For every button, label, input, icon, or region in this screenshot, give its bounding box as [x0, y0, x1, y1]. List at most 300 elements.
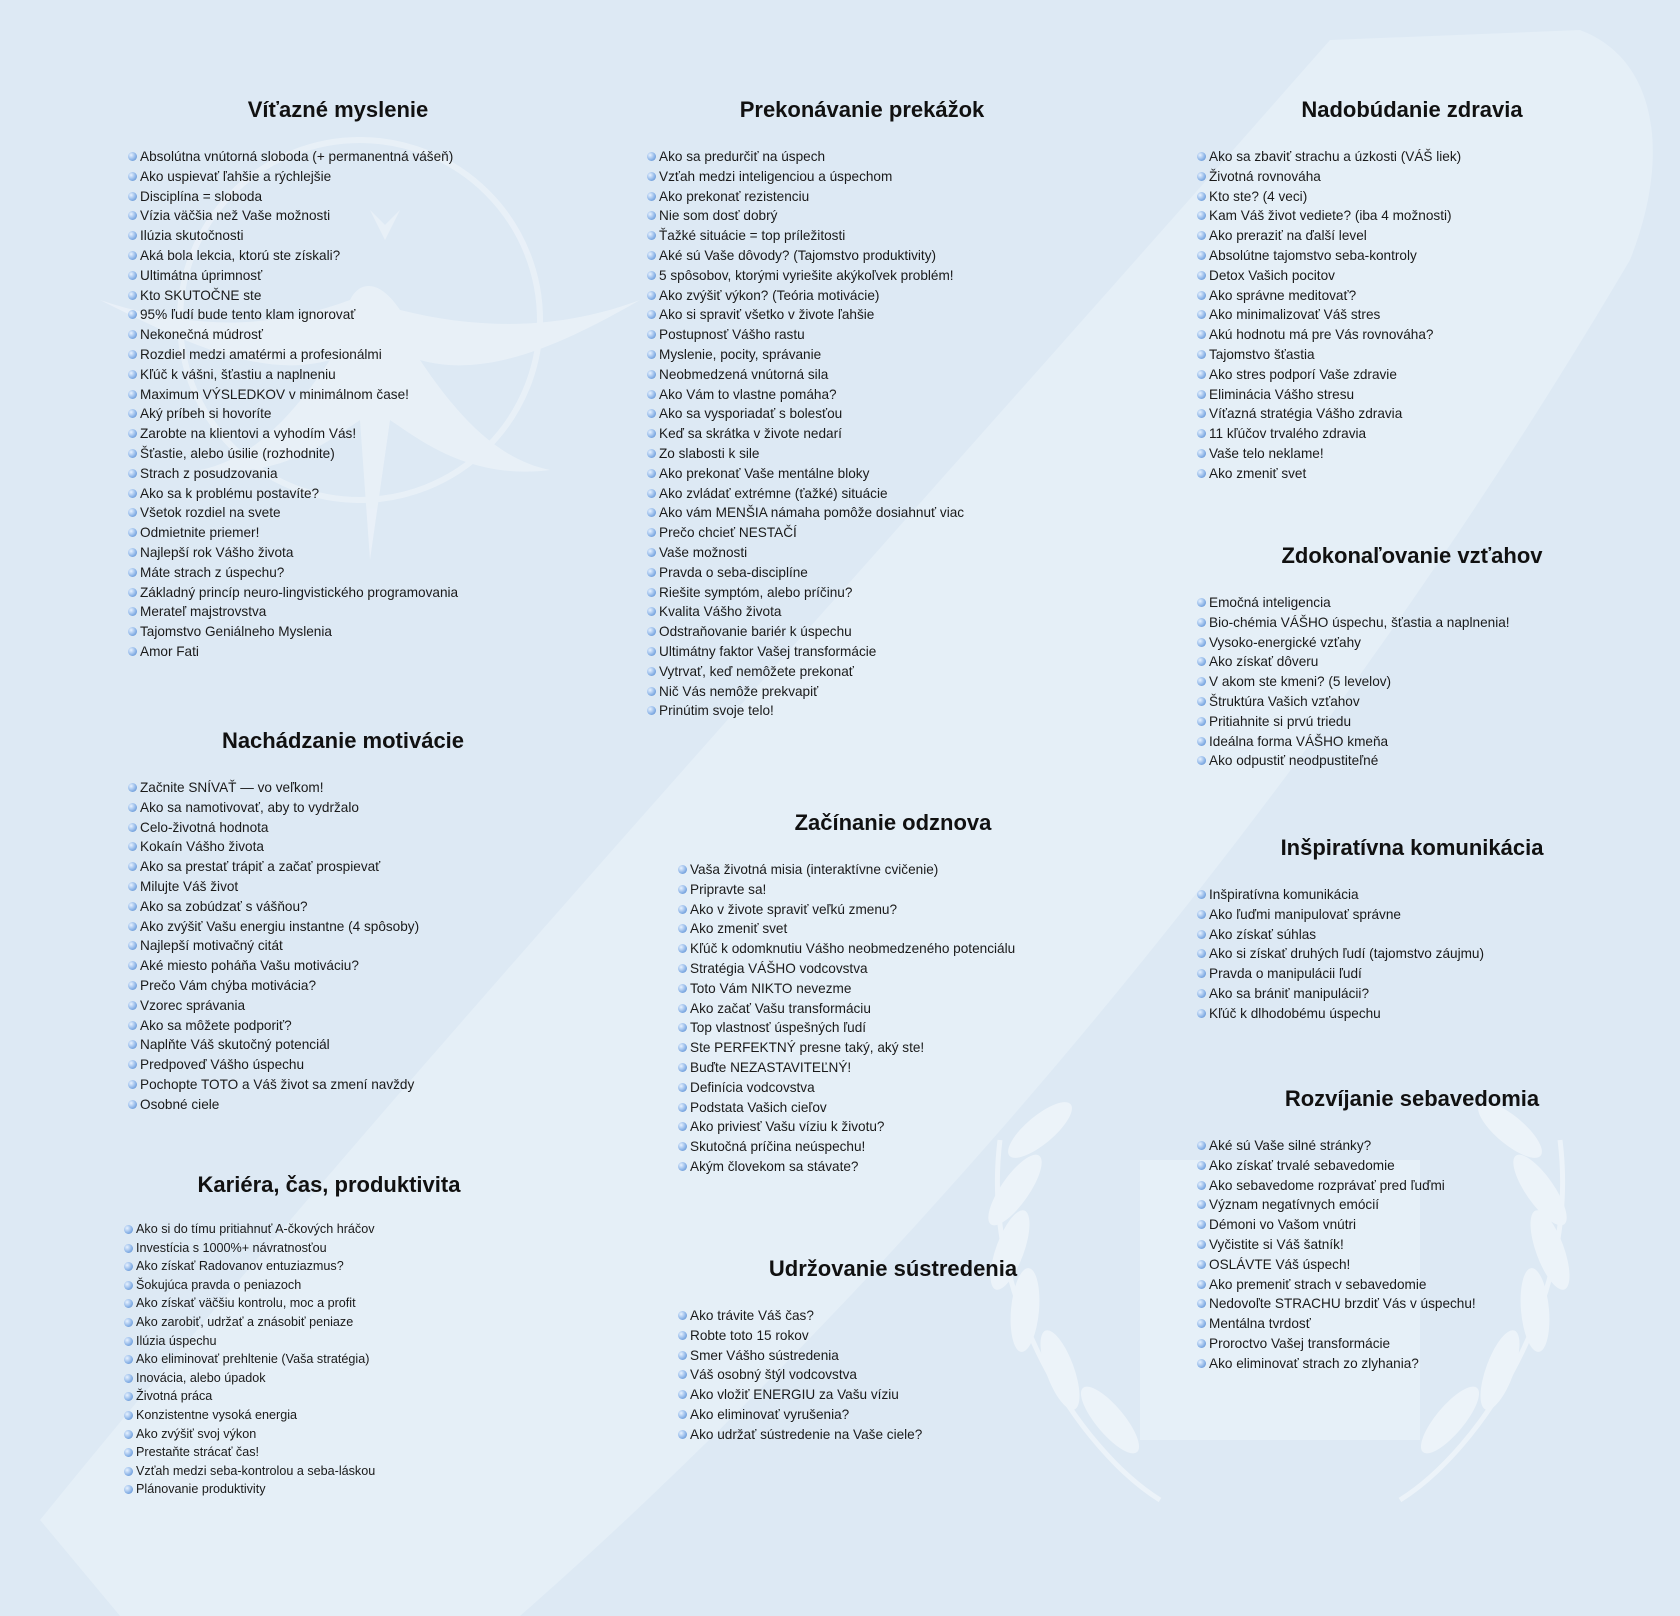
list-item: [1197, 1354, 1627, 1374]
list-item: [124, 1425, 534, 1444]
list-item-text: Toto Vám NIKTO nevezme: [690, 980, 852, 996]
list-item: [678, 880, 1108, 900]
bullet-icon: [1197, 737, 1206, 746]
list-item-text: Mentálna tvrdosť: [1209, 1316, 1311, 1332]
list-item-text: Nič Vás nemôže prekvapiť: [659, 683, 819, 699]
list-item: [128, 837, 558, 857]
bullet-icon: [678, 1311, 687, 1320]
list-item-text: Ultimátna úprimnosť: [140, 267, 263, 283]
section-udrzovanie-sustredenia: [678, 1256, 1108, 1445]
list-item: [647, 365, 1077, 385]
list-item: [1197, 1294, 1627, 1314]
list-item: [128, 404, 558, 424]
list-item-text: Šťastie, alebo úsilie (rozhodnite): [140, 445, 335, 461]
list-item-text: Kvalita Vášho života: [659, 604, 782, 620]
list-item-text: Vaša životná misia (interaktívne cvičenie): [690, 862, 939, 877]
bullet-icon: [1197, 1339, 1206, 1348]
bullet-icon: [1197, 251, 1206, 260]
bullet-icon: [128, 1040, 137, 1049]
list-item: [647, 602, 1077, 622]
list-item-text: Pripravte sa!: [690, 881, 767, 897]
list-item-text: Ako priviesť Vašu víziu k životu?: [690, 1119, 885, 1135]
list-item: [128, 642, 558, 662]
bullet-icon: [124, 1392, 133, 1401]
list-item-text: Konzistentne vysoká energia: [136, 1407, 298, 1422]
list-item: [1197, 444, 1627, 464]
list-item: [1197, 1176, 1627, 1196]
list-item-text: Ako uspievať ľahšie a rýchlejšie: [140, 168, 332, 184]
list-item: [1197, 305, 1627, 325]
bullet-icon: [1197, 271, 1206, 280]
list-item: [128, 147, 558, 167]
list-item-text: V akom ste kmeni? (5 levelov): [1209, 674, 1392, 690]
section-title: Udržovanie sústredenia: [768, 1256, 1018, 1281]
list-item: [1197, 345, 1627, 365]
list-item: [128, 523, 558, 543]
list-item: [678, 860, 1108, 880]
list-item-text: Prinútim svoje telo!: [659, 703, 774, 719]
bullet-icon: [678, 1142, 687, 1151]
topic-list: [647, 147, 1077, 721]
list-item: [678, 1425, 1108, 1445]
list-item-text: Ako trávite Váš čas?: [690, 1308, 814, 1323]
bullet-icon: [1197, 409, 1206, 418]
list-item: [678, 1306, 1108, 1326]
list-item-text: Merateľ majstrovstva: [140, 604, 267, 620]
bullet-icon: [1197, 618, 1206, 627]
bullet-icon: [128, 842, 137, 851]
list-item: [124, 1387, 534, 1406]
list-item: [678, 979, 1108, 999]
list-item: [1197, 712, 1627, 732]
list-item: [678, 1058, 1108, 1078]
list-item-text: Ako sa zbaviť strachu a úzkosti (VÁŠ liek): [1209, 149, 1462, 164]
bullet-icon: [678, 1390, 687, 1399]
bullet-icon: [647, 528, 656, 537]
list-item-text: Vzťah medzi seba-kontrolou a seba-láskou: [136, 1463, 376, 1478]
list-item: [128, 917, 558, 937]
topic-list: [1197, 885, 1627, 1024]
bullet-icon: [128, 330, 137, 339]
bullet-icon: [128, 882, 137, 891]
list-item: [128, 325, 558, 345]
bullet-icon: [647, 172, 656, 181]
list-item: [647, 286, 1077, 306]
list-item-text: Nekonečná múdrosť: [140, 327, 263, 343]
list-item-text: Absolútne tajomstvo seba-kontroly: [1209, 247, 1417, 263]
list-item: [678, 1137, 1108, 1157]
list-item-text: Máte strach z úspechu?: [140, 564, 285, 580]
list-item-text: Ako zvládať extrémne (ťažké) situácie: [659, 485, 888, 501]
list-item: [1197, 286, 1627, 306]
list-item-text: Prestaňte strácať čas!: [136, 1445, 260, 1460]
section-title: Rozvíjanie sebavedomia: [1284, 1086, 1540, 1111]
bullet-icon: [128, 922, 137, 931]
bullet-icon: [1197, 172, 1206, 181]
bullet-icon: [1197, 429, 1206, 438]
bullet-icon: [1197, 1280, 1206, 1289]
bullet-icon: [128, 211, 137, 220]
topic-list: [128, 778, 558, 1115]
list-item: [647, 404, 1077, 424]
list-item-text: Maximum VÝSLEDKOV v minimálnom čase!: [140, 386, 409, 402]
list-item: [124, 1480, 534, 1499]
list-item-text: Prečo chcieť NESTAČÍ: [659, 525, 797, 541]
list-item-text: Zo slabosti k sile: [659, 445, 760, 461]
list-item-text: Podstata Vašich cieľov: [690, 1099, 827, 1115]
bullet-icon: [678, 885, 687, 894]
bullet-icon: [647, 310, 656, 319]
bullet-icon: [678, 1430, 687, 1439]
list-item: [647, 226, 1077, 246]
list-item-text: Ako premeniť strach v sebavedomie: [1209, 1276, 1427, 1292]
bullet-icon: [124, 1262, 133, 1271]
bullet-icon: [1197, 677, 1206, 686]
list-item-text: Životná práca: [136, 1389, 213, 1404]
bullet-icon: [1197, 192, 1206, 201]
list-item-text: Ako sa predurčiť na úspech: [659, 149, 826, 164]
list-item: [1197, 226, 1627, 246]
bullet-icon: [128, 409, 137, 418]
bullet-icon: [678, 984, 687, 993]
bullet-icon: [647, 330, 656, 339]
list-item: [128, 798, 558, 818]
list-item: [128, 187, 558, 207]
list-item-text: Strach z posudzovania: [140, 465, 278, 481]
bullet-icon: [128, 902, 137, 911]
list-item: [678, 1405, 1108, 1425]
list-item: [1197, 187, 1627, 207]
bullet-icon: [128, 271, 137, 280]
list-item: [128, 246, 558, 266]
list-item-text: Eliminácia Vášho stresu: [1209, 386, 1355, 402]
list-item: [647, 266, 1077, 286]
list-item: [647, 305, 1077, 325]
bullet-icon: [128, 231, 137, 240]
bullet-icon: [128, 941, 137, 950]
list-item: [1197, 732, 1627, 752]
list-item: [647, 642, 1077, 662]
bullet-icon: [1197, 469, 1206, 478]
list-item: [128, 818, 558, 838]
list-item-text: Aká bola lekcia, ktorú ste získali?: [140, 247, 341, 263]
bullet-icon: [1197, 1319, 1206, 1328]
list-item: [1197, 464, 1627, 484]
list-item-text: Víťazná stratégia Vášho zdravia: [1209, 406, 1403, 422]
list-item-text: Ako vám MENŠIA námaha pomôže dosiahnuť viac: [659, 505, 965, 521]
bullet-icon: [124, 1299, 133, 1308]
list-item-text: Kam Váš život vediete? (iba 4 možnosti): [1209, 208, 1452, 224]
list-item: [678, 1365, 1108, 1385]
list-item: [647, 206, 1077, 226]
list-item-text: Celo-životná hodnota: [140, 819, 269, 835]
bullet-icon: [647, 607, 656, 616]
list-item: [124, 1294, 534, 1313]
bullet-icon: [128, 370, 137, 379]
list-item: [647, 622, 1077, 642]
section-title: Inšpiratívna komunikácia: [1280, 835, 1544, 860]
list-item: [647, 167, 1077, 187]
bullet-icon: [1197, 697, 1206, 706]
bullet-icon: [128, 310, 137, 319]
list-item-text: Najlepší rok Vášho života: [140, 544, 294, 560]
section-title: Nadobúdanie zdravia: [1301, 97, 1523, 122]
list-item-text: 95% ľudí bude tento klam ignorovať: [140, 307, 356, 323]
list-item-text: Riešite symptóm, alebo príčinu?: [659, 584, 853, 600]
list-item: [1197, 925, 1627, 945]
list-item: [678, 1038, 1108, 1058]
list-item-text: Ťažké situácie = top príležitosti: [659, 228, 846, 244]
list-item: [124, 1276, 534, 1295]
bullet-icon: [128, 528, 137, 537]
list-item-text: Ako zvýšiť svoj výkon: [136, 1426, 257, 1441]
bullet-icon: [1197, 211, 1206, 220]
bullet-icon: [647, 271, 656, 280]
bullet-icon: [1197, 910, 1206, 919]
list-item: [128, 503, 558, 523]
list-item: [647, 583, 1077, 603]
list-item-text: Ako udržať sústredenie na Vaše ciele?: [690, 1426, 923, 1442]
list-item: [678, 999, 1108, 1019]
list-item-text: Vaše telo neklame!: [1209, 445, 1324, 461]
section-title: Kariéra, čas, produktivita: [197, 1172, 461, 1197]
list-item-text: Začnite SNÍVAŤ — vo veľkom!: [140, 780, 324, 795]
list-item: [1197, 1156, 1627, 1176]
list-item-text: Ako zmeniť svet: [690, 921, 788, 937]
list-item-text: Ako sa namotivovať, aby to vydržalo: [140, 799, 359, 815]
bullet-icon: [128, 1001, 137, 1010]
list-item-text: Ako získať trvalé sebavedomie: [1209, 1157, 1395, 1173]
list-item: [1197, 1275, 1627, 1295]
list-item-text: Vízia väčšia než Vaše možnosti: [140, 208, 331, 224]
list-item: [647, 424, 1077, 444]
list-item-text: Ako vložiť ENERGIU za Vašu víziu: [690, 1387, 899, 1403]
bullet-icon: [128, 961, 137, 970]
list-item: [1197, 246, 1627, 266]
list-item: [128, 897, 558, 917]
bullet-icon: [647, 568, 656, 577]
list-item-text: Aké sú Vaše silné stránky?: [1209, 1138, 1372, 1153]
list-item-text: Proroctvo Vašej transformácie: [1209, 1335, 1391, 1351]
bullet-icon: [128, 192, 137, 201]
list-item-text: Tajomstvo šťastia: [1209, 346, 1315, 362]
list-item-text: Vzťah medzi inteligenciou a úspechom: [659, 168, 893, 184]
list-item-text: Akú hodnotu má pre Vás rovnováha?: [1209, 327, 1434, 343]
bullet-icon: [678, 1083, 687, 1092]
bullet-icon: [1197, 890, 1206, 899]
bullet-icon: [124, 1281, 133, 1290]
bullet-icon: [678, 1162, 687, 1171]
list-item-text: Predpoveď Vášho úspechu: [140, 1057, 305, 1073]
list-item-text: Definícia vodcovstva: [690, 1079, 815, 1095]
list-item: [128, 444, 558, 464]
topic-list: [1197, 147, 1627, 484]
list-item-text: Disciplína = sloboda: [140, 188, 263, 204]
bullet-icon: [1197, 1359, 1206, 1368]
section-vitazne-myslenie: [128, 97, 558, 662]
list-item-text: Aký príbeh si hovoríte: [140, 406, 272, 422]
bullet-icon: [678, 964, 687, 973]
section-rozvijanie-sebavedomia: [1197, 1086, 1627, 1374]
list-item-text: Ako sa k problému postavíte?: [140, 485, 320, 501]
list-item: [1197, 365, 1627, 385]
bullet-icon: [1197, 370, 1206, 379]
list-item-text: Smer Vášho sústredenia: [690, 1347, 839, 1363]
bullet-icon: [647, 211, 656, 220]
bullet-icon: [128, 291, 137, 300]
bullet-icon: [647, 687, 656, 696]
bullet-icon: [1197, 449, 1206, 458]
list-item: [1197, 984, 1627, 1004]
bullet-icon: [647, 192, 656, 201]
bullet-icon: [128, 588, 137, 597]
bullet-icon: [128, 508, 137, 517]
bullet-icon: [1197, 598, 1206, 607]
list-item-text: Ako získať Radovanov entuziazmus?: [136, 1259, 344, 1274]
section-title: Začínanie odznova: [794, 810, 992, 835]
bullet-icon: [1197, 1009, 1206, 1018]
list-item-text: Najlepší motivačný citát: [140, 938, 283, 954]
list-item: [128, 167, 558, 187]
bullet-icon: [128, 429, 137, 438]
bullet-icon: [1197, 231, 1206, 240]
bullet-icon: [128, 1080, 137, 1089]
bullet-icon: [1197, 717, 1206, 726]
list-item: [124, 1406, 534, 1425]
list-item: [1197, 1334, 1627, 1354]
list-item: [678, 1098, 1108, 1118]
list-item: [1197, 672, 1627, 692]
list-item-text: Pochopte TOTO a Váš život sa zmení navždy: [140, 1076, 415, 1092]
list-item: [678, 939, 1108, 959]
list-item: [647, 701, 1077, 721]
list-item-text: Amor Fati: [140, 643, 199, 659]
bullet-icon: [128, 783, 137, 792]
list-item-text: Ako si do tímu pritiahnuť A-čkových hráčov: [136, 1222, 375, 1236]
bullet-icon: [1197, 638, 1206, 647]
list-item-text: Plánovanie produktivity: [136, 1482, 266, 1497]
bullet-icon: [124, 1225, 133, 1234]
list-item-text: Všetok rozdiel na svete: [140, 505, 281, 521]
list-item: [647, 682, 1077, 702]
bullet-icon: [124, 1318, 133, 1327]
bullet-icon: [128, 607, 137, 616]
list-item-text: Aké miesto poháňa Vašu motiváciu?: [140, 958, 359, 974]
list-item: [124, 1257, 534, 1276]
bullet-icon: [647, 409, 656, 418]
list-item: [128, 936, 558, 956]
bullet-icon: [128, 823, 137, 832]
list-item-text: Pravda o seba-disciplíne: [659, 564, 808, 580]
list-item: [128, 1035, 558, 1055]
bullet-icon: [1197, 657, 1206, 666]
list-item-text: Keď sa skrátka v živote nedarí: [659, 426, 842, 442]
list-item-text: Akým človekom sa stávate?: [690, 1158, 859, 1174]
bullet-icon: [647, 231, 656, 240]
bullet-icon: [1197, 969, 1206, 978]
list-item-text: Bio-chémia VÁŠHO úspechu, šťastia a naplnenia!: [1209, 614, 1510, 630]
bullet-icon: [124, 1355, 133, 1364]
list-item-text: Vytrvať, keď nemôžete prekonať: [659, 663, 854, 679]
bullet-icon: [1197, 291, 1206, 300]
bullet-icon: [647, 469, 656, 478]
list-item-text: Odstraňovanie bariér k úspechu: [659, 624, 852, 640]
list-item-text: Prečo Vám chýba motivácia?: [140, 977, 317, 993]
bullet-icon: [1197, 1161, 1206, 1170]
list-item-text: OSLÁVTE Váš úspech!: [1209, 1256, 1351, 1272]
list-item-text: Ako získať väčšiu kontrolu, moc a profit: [136, 1296, 356, 1311]
bullet-icon: [647, 508, 656, 517]
list-item: [1197, 1235, 1627, 1255]
list-item: [128, 345, 558, 365]
bullet-icon: [128, 548, 137, 557]
list-item: [1197, 404, 1627, 424]
list-item: [1197, 206, 1627, 226]
list-item: [1197, 1255, 1627, 1275]
list-item: [1197, 385, 1627, 405]
list-item: [128, 464, 558, 484]
list-item-text: Pritiahnite si prvú triedu: [1209, 713, 1352, 729]
list-item-text: Ako eliminovať strach zo zlyhania?: [1209, 1355, 1419, 1371]
topic-list: [124, 1220, 534, 1499]
list-item: [124, 1220, 534, 1239]
list-item: [1197, 692, 1627, 712]
list-item-text: Ako prekonať rezistenciu: [659, 188, 810, 204]
list-item-text: Vzorec správania: [140, 997, 246, 1013]
section-nachadzanie-motivacie: [128, 728, 558, 1115]
bullet-icon: [647, 489, 656, 498]
list-item-text: Rozdiel medzi amatérmi a profesionálmi: [140, 346, 382, 362]
list-item: [128, 266, 558, 286]
list-item-text: Ako minimalizovať Váš stres: [1209, 307, 1381, 323]
list-item-text: Ako sa vysporiadať s bolesťou: [659, 406, 843, 422]
list-item: [128, 305, 558, 325]
list-item-text: Absolútna vnútorná sloboda (+ permanentná vášeň): [140, 149, 454, 164]
list-item: [124, 1239, 534, 1258]
list-item-text: 5 spôsobov, ktorými vyriešite akýkoľvek problém!: [659, 267, 954, 283]
list-item-text: Ilúzia skutočnosti: [140, 228, 244, 244]
list-item: [647, 543, 1077, 563]
list-item: [128, 286, 558, 306]
list-item-text: Neobmedzená vnútorná sila: [659, 366, 829, 382]
list-item-text: Význam negatívnych emócií: [1209, 1197, 1380, 1213]
list-item: [128, 956, 558, 976]
bullet-icon: [128, 1060, 137, 1069]
list-item-text: Stratégia VÁŠHO vodcovstva: [690, 960, 868, 976]
list-item-text: Ako v živote spraviť veľkú zmenu?: [690, 901, 898, 917]
list-item: [1197, 424, 1627, 444]
list-item-text: Základný princíp neuro-lingvistického programovania: [140, 584, 459, 600]
bullet-icon: [124, 1467, 133, 1476]
list-item-text: Ako Vám to vlastne pomáha?: [659, 386, 837, 402]
list-item: [124, 1462, 534, 1481]
topic-list: [128, 147, 558, 662]
list-item-text: Emočná inteligencia: [1209, 595, 1331, 610]
list-item-text: Investícia s 1000%+ návratnosťou: [136, 1240, 327, 1255]
list-item-text: Aké sú Vaše dôvody? (Tajomstvo produktivity): [659, 247, 937, 263]
list-item-text: Ako získať dôveru: [1209, 654, 1319, 670]
list-item-text: Odmietnite priemer!: [140, 525, 260, 541]
bullet-icon: [1197, 1299, 1206, 1308]
list-item-text: Štruktúra Vašich vzťahov: [1209, 693, 1360, 709]
list-item-text: Inovácia, alebo úpadok: [136, 1370, 266, 1385]
bullet-icon: [647, 152, 656, 161]
bullet-icon: [678, 905, 687, 914]
list-item: [647, 345, 1077, 365]
section-title: Zdokonaľovanie vzťahov: [1281, 543, 1543, 568]
list-item: [124, 1332, 534, 1351]
list-item-text: Démoni vo Vašom vnútri: [1209, 1217, 1357, 1233]
